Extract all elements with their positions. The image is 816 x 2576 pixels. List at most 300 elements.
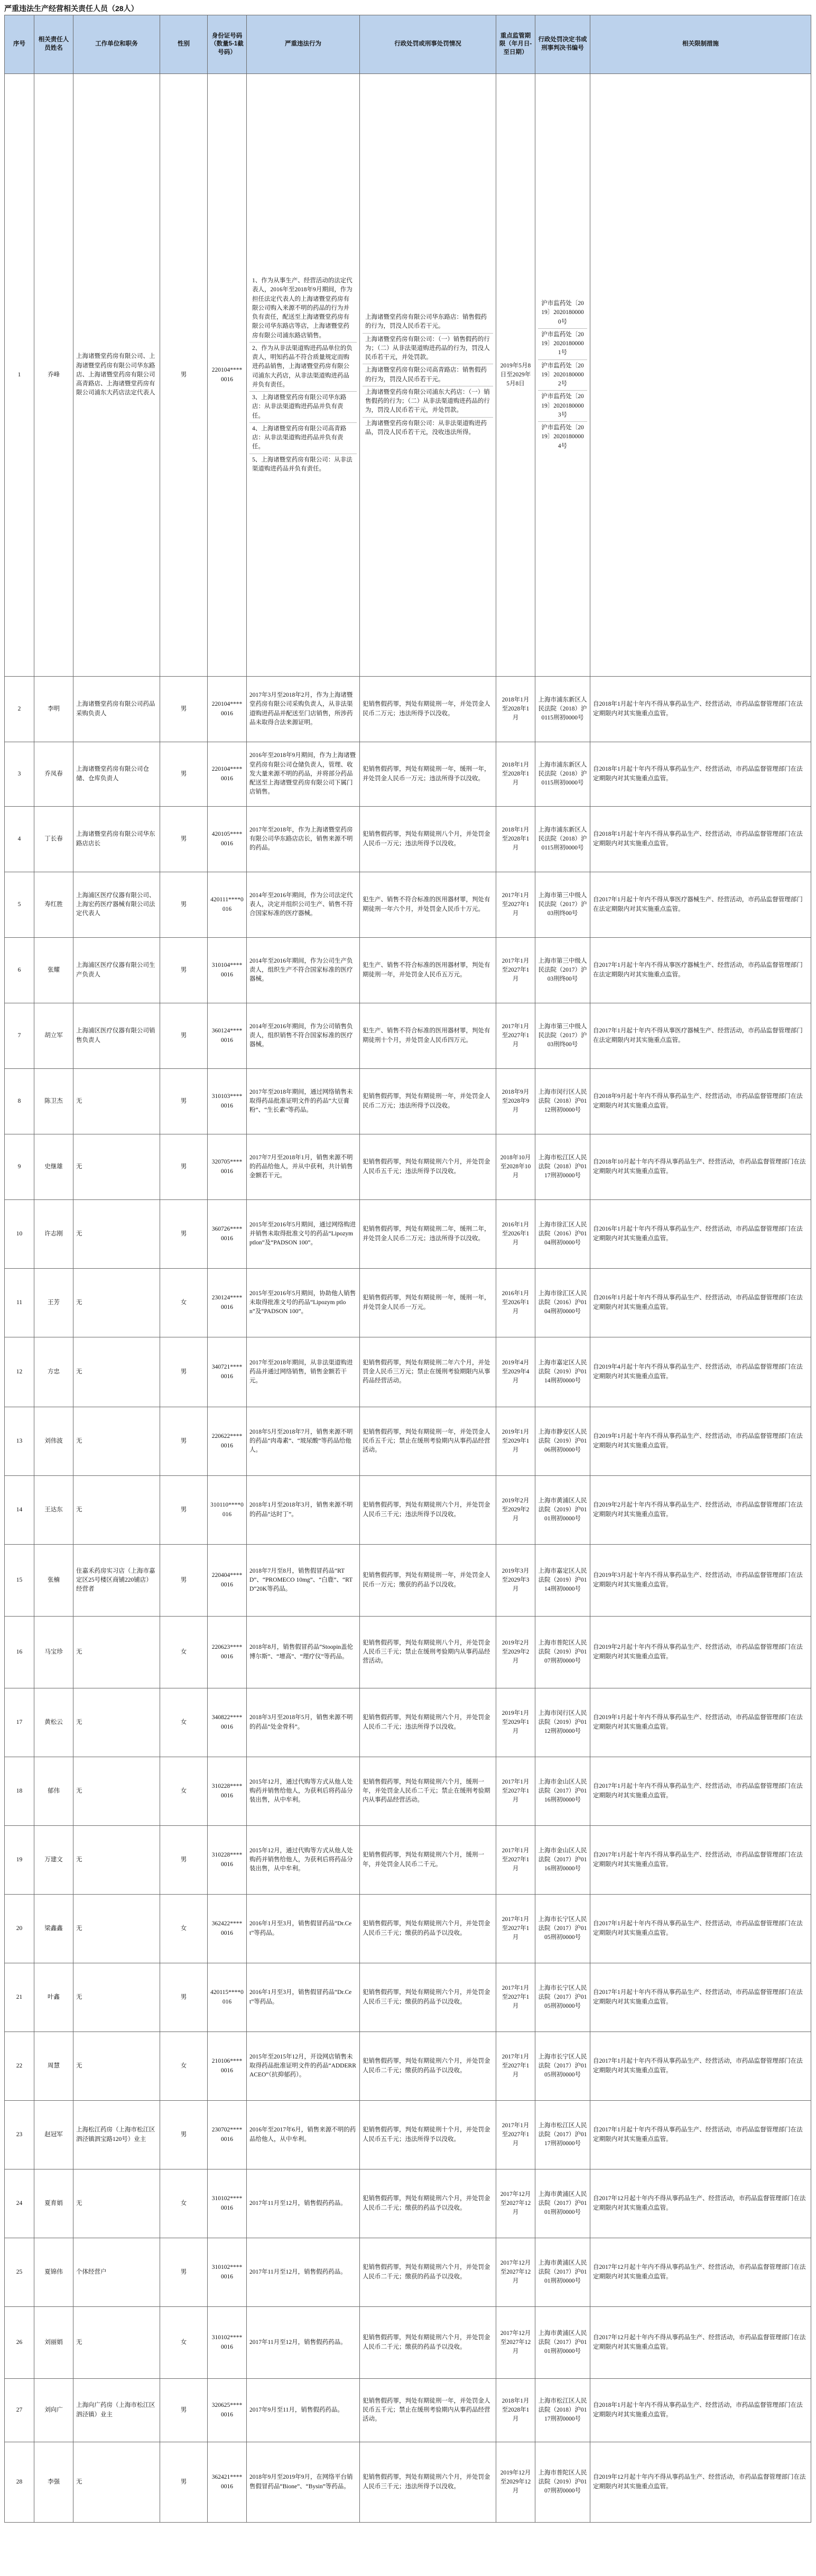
cell-measure: 自2018年9月起十年内不得从事药品生产、经营活动，市药品监督管理部门在法定期限内对其实施重点监管。 — [590, 1069, 811, 1134]
cell-period: 2019年2月至2029年2月 — [496, 1476, 535, 1545]
cell-measure: 自2017年1月起十年内不得从事医疗器械生产、经营活动，市药品监督管理部门在法定期限内对其实施重点监管。 — [590, 872, 811, 938]
cell-unit: 无 — [73, 1895, 160, 1963]
cell-violation: 2016年至2017年6月，销售来源不明的药品给他人，从中牟利。 — [247, 2101, 360, 2169]
cell-doc: 上海市第三中级人民法院（2017）沪03刑终00号 — [535, 1003, 590, 1069]
cell-violation: 2017年3月至2018年2月，作为上海诸暨堂药房有限公司采购负责人，从非法渠道购进药品并配送至门店销售，所涉药品未取得合法来源证明。 — [247, 677, 360, 742]
cell-measure: 自2019年4月起十年内不得从事药品生产、经营活动，市药品监督管理部门在法定期限内对其实施重点监管。 — [590, 1337, 811, 1407]
column-header: 性别 — [160, 15, 208, 74]
table-row — [5, 677, 811, 742]
cell-measure: 自2017年1月起十年内不得从事药品生产、经营活动，市药品监督管理部门在法定期限内对其实施重点监管。 — [590, 1757, 811, 1826]
cell-doc: 上海市闵行区人民法院（2018）沪0112刑初0000号 — [535, 1069, 590, 1134]
cell-penalty-entry: 上海诸暨堂药房有限公司华东路店：销售假药的行为，罚没人民币若干元。 — [365, 314, 487, 330]
cell-gender: 女 — [160, 2032, 208, 2101]
cell-gender: 男 — [160, 1069, 208, 1134]
cell-id: 230702****0016 — [208, 2101, 247, 2169]
cell-gender: 男 — [160, 872, 208, 938]
cell-penalty: 犯销售假药罪，判处有期徒刑六个月，并处罚金人民币二千元；缴获的药品予以没收。 — [360, 2169, 496, 2238]
cell-no: 22 — [5, 2032, 34, 2101]
cell-unit: 上海向广药房（上海市松江区泗泾镇）业主 — [73, 2379, 160, 2442]
cell-name: 刘伟波 — [34, 1407, 73, 1476]
table-row — [5, 1545, 811, 1617]
cell-penalty: 犯销售假药罪，判处有期徒刑六个月，缓刑一年，并处罚金人民币二千元；禁止在缓刑考验期内从事药品经营活动。 — [360, 1757, 496, 1826]
table-row — [5, 74, 811, 677]
cell-doc: 上海市长宁区人民法院（2017）沪0105刑初0000号 — [535, 1895, 590, 1963]
table-row — [5, 872, 811, 938]
cell-gender: 男 — [160, 2442, 208, 2523]
cell-violation: 2015年12月，通过代购等方式从他人处购药并销售给他人，为获利后将药品分装出售，从中牟利。 — [247, 1757, 360, 1826]
cell-penalty: 犯销售假药罪，判处有期徒刑二年，缓刑二年，并处罚金人民币二万元；违法所得予以没收。 — [360, 1200, 496, 1269]
cell-gender: 男 — [160, 1337, 208, 1407]
table-row — [5, 807, 811, 872]
table-row — [5, 1476, 811, 1545]
cell-id: 360124****0016 — [208, 1003, 247, 1069]
cell-name: 周慧 — [34, 2032, 73, 2101]
cell-no: 20 — [5, 1895, 34, 1963]
column-header: 重点监管期限（年月日-至日期） — [496, 15, 535, 74]
cell-violation-entry: 1、作为从事生产、经营活动的法定代表人，2016年至2018年9月期间，作为担任法定代表人的上海诸暨堂药房有限公司购入来源不明的药品的行为并负有责任，配送至上海诸暨堂药房有限公司华东路店等店，上海诸暨堂药房有限公司浦东路店销售。 — [252, 278, 353, 339]
cell-period: 2019年12月至2029年12月 — [496, 2442, 535, 2523]
cell-doc: 上海市浦东新区人民法院（2018）沪0115刑初0000号 — [535, 677, 590, 742]
cell-name: 寿红胜 — [34, 872, 73, 938]
cell-name: 赵冠军 — [34, 2101, 73, 2169]
cell-name: 方忠 — [34, 1337, 73, 1407]
cell-violation-entry: 2、作为从非法渠道购进药品单位的负责人，明知药品不符合质量规定而购进药品销售，上海诸暨堂药房有限公司浦东大药店，从非法渠道购进药品并负有责任。 — [249, 342, 357, 391]
cell-id: 310102****0016 — [208, 2307, 247, 2379]
cell-measure: 自2017年1月起十年内不得从事药品生产、经营活动，市药品监督管理部门在法定期限内对其实施重点监管。 — [590, 1963, 811, 2032]
cell-unit: 上海诸暨堂药房有限公司仓储、仓库负责人 — [73, 742, 160, 807]
cell-unit: 无 — [73, 1407, 160, 1476]
column-header: 行政处罚或刑事处罚情况 — [360, 15, 496, 74]
column-header: 相关责任人员姓名 — [34, 15, 73, 74]
cell-no: 25 — [5, 2238, 34, 2307]
cell-id: 340822****0016 — [208, 1688, 247, 1757]
cell-gender: 男 — [160, 1963, 208, 2032]
cell-no: 28 — [5, 2442, 34, 2523]
cell-measure: 自2017年12月起十年内不得从事药品生产、经营活动，市药品监督管理部门在法定期限内对其实施重点监管。 — [590, 2307, 811, 2379]
cell-unit: 无 — [73, 1476, 160, 1545]
cell-name: 梁鑫鑫 — [34, 1895, 73, 1963]
column-header: 身份证号码（数量5-1截号码） — [208, 15, 247, 74]
cell-gender: 女 — [160, 2307, 208, 2379]
cell-doc: 上海市长宁区人民法院（2017）沪0105刑初0000号 — [535, 2032, 590, 2101]
column-header: 行政处罚决定书或刑事判决书编号 — [535, 15, 590, 74]
table-row — [5, 1963, 811, 2032]
cell-unit: 无 — [73, 1337, 160, 1407]
cell-id: 310228****0016 — [208, 1757, 247, 1826]
cell-period: 2018年10月至2028年10月 — [496, 1134, 535, 1200]
cell-unit: 住嘉禾药房实习店（上海市嘉定区25号楼区商铺220铺店）经营者 — [73, 1545, 160, 1617]
cell-doc-entry: 沪市监药处〔2019〕20201800004号 — [538, 421, 587, 453]
cell-id: 340721****0016 — [208, 1337, 247, 1407]
cell-penalty: 犯销售假药罪，判处有期徒刑十个月，并处罚金人民币五千元；违法所得予以没收。 — [360, 2101, 496, 2169]
cell-id: 310228****0016 — [208, 1826, 247, 1895]
page-title: 严重违法生产经营相关责任人员（28人） — [4, 4, 138, 13]
cell-doc: 上海市浦东新区人民法院（2018）沪0115刑初0000号 — [535, 742, 590, 807]
cell-measure: 自2017年12月起十年内不得从事药品生产、经营活动，市药品监督管理部门在法定期限内对其实施重点监管。 — [590, 2169, 811, 2238]
table-row — [5, 1134, 811, 1200]
cell-period: 2017年1月至2027年1月 — [496, 1895, 535, 1963]
cell-doc: 上海市金山区人民法院（2017）沪0116刑初0000号 — [535, 1757, 590, 1826]
cell-id: 420105****0016 — [208, 807, 247, 872]
cell-penalty: 犯销售假药罪，判处有期徒刑六个月，并处罚金人民币二千元；缴获的药品予以没收。 — [360, 2032, 496, 2101]
cell-doc: 上海市静安区人民法院（2019）沪0106刑初0000号 — [535, 1407, 590, 1476]
cell-no: 27 — [5, 2379, 34, 2442]
cell-violation: 2017年至2018年期间，通过网络销售未取得药品批准证明文件的药品“大豆膏粉”、“生长素”等药品。 — [247, 1069, 360, 1134]
cell-violation: 2017年11月至12月，销售假药药品。 — [247, 2169, 360, 2238]
cell-id: 320705****0016 — [208, 1134, 247, 1200]
table-row — [5, 1617, 811, 1688]
cell-period: 2018年1月至2028年1月 — [496, 677, 535, 742]
table-row — [5, 1895, 811, 1963]
cell-name: 李明 — [34, 677, 73, 742]
table-row — [5, 2169, 811, 2238]
cell-gender: 女 — [160, 1757, 208, 1826]
cell-name: 黄松云 — [34, 1688, 73, 1757]
cell-violation: 2015年至2016年5月期间，协助他人销售未取得批准文号的药品“Lipozym ptlon”及“PADSON 100”。 — [247, 1269, 360, 1337]
cell-name: 郁伟 — [34, 1757, 73, 1826]
cell-penalty: 犯销售假药罪，判处有期徒刑六个月，并处罚金人民币三千元；缴获的药品予以没收。 — [360, 1963, 496, 2032]
cell-violation: 2014年至2016年期间，作为公司法定代表人，决定并组织公司生产、销售不符合国家标准的医疗器械。 — [247, 872, 360, 938]
cell-measure — [590, 74, 811, 677]
cell-unit: 无 — [73, 2169, 160, 2238]
cell-gender: 男 — [160, 1200, 208, 1269]
cell-doc: 上海市第三中级人民法院（2017）沪03刑终00号 — [535, 938, 590, 1003]
cell-measure: 自2017年12月起十年内不得从事药品生产、经营活动，市药品监督管理部门在法定期限内对其实施重点监管。 — [590, 2238, 811, 2307]
cell-no: 21 — [5, 1963, 34, 2032]
cell-no: 2 — [5, 677, 34, 742]
cell-name: 张楠 — [34, 1545, 73, 1617]
cell-violation: 2014年至2016年期间，作为公司生产负责人，组织生产不符合国家标准的医疗器械。 — [247, 938, 360, 1003]
cell-doc: 上海市嘉定区人民法院（2019）沪0114刑初0000号 — [535, 1337, 590, 1407]
cell-measure: 自2017年1月起十年内不得从事药品生产、经营活动，市药品监督管理部门在法定期限内对其实施重点监管。 — [590, 2101, 811, 2169]
cell-period: 2017年1月至2027年1月 — [496, 2032, 535, 2101]
cell-name: 胡立军 — [34, 1003, 73, 1069]
cell-penalty: 犯销售假药罪，判处有期徒刑一年，并处罚金人民币五千元；禁止在缓刑考验期内从事药品经营活动。 — [360, 2379, 496, 2442]
cell-period: 2019年3月至2029年3月 — [496, 1545, 535, 1617]
cell-id: 362422****0016 — [208, 1895, 247, 1963]
cell-violation: 2015年至2015年12月，开设网店销售未取得药品批准证明文件的药品“ADDERRACEO”（抗抑郁药）。 — [247, 2032, 360, 2101]
cell-violation-entry: 5、上海诸暨堂药房有限公司：从非法渠道购进药品并负有责任。 — [249, 454, 357, 476]
cell-unit: 上海诸暨堂药房有限公司华东路店店长 — [73, 807, 160, 872]
cell-measure: 自2019年3月起十年内不得从事药品生产、经营活动，市药品监督管理部门在法定期限内对其实施重点监管。 — [590, 1545, 811, 1617]
cell-gender: 女 — [160, 2169, 208, 2238]
cell-no: 16 — [5, 1617, 34, 1688]
cell-name: 李强 — [34, 2442, 73, 2523]
cell-gender: 男 — [160, 2101, 208, 2169]
cell-penalty: 犯生产、销售不符合标准的医用器材罪，判处有期徒刑十个月，并处罚金人民币四万元。 — [360, 1003, 496, 1069]
cell-penalty: 犯销售假药罪，判处有期徒刑六个月，并处罚金人民币二千元；违法所得予以没收。 — [360, 1688, 496, 1757]
cell-name: 史继雄 — [34, 1134, 73, 1200]
cell-period: 2019年1月至2029年1月 — [496, 1688, 535, 1757]
cell-no: 6 — [5, 938, 34, 1003]
cell-penalty: 犯销售假药罪，判处有期徒刑八个月，并处罚金人民币三千元；禁止在缓刑考验期内从事药品经营活动。 — [360, 1617, 496, 1688]
cell-name: 王芳 — [34, 1269, 73, 1337]
cell-penalty: 犯销售假药罪，判处有期徒刑六个月，并处罚金人民币二千元；缴获的药品予以没收。 — [360, 2307, 496, 2379]
cell-gender: 男 — [160, 1545, 208, 1617]
cell-unit: 上海松江药房（上海市松江区泗泾镇泗宝路120号）业主 — [73, 2101, 160, 2169]
cell-penalty: 犯销售假药罪，判处有期徒刑六个月，并处罚金人民币三千元；违法所得予以没收。 — [360, 1476, 496, 1545]
cell-violation: 2016年1月至3月，销售假冒药品“Dr.Cet”等药品。 — [247, 1895, 360, 1963]
cell-gender: 男 — [160, 1476, 208, 1545]
cell-doc-entry: 沪市监药处〔2019〕20201800000号 — [541, 300, 584, 325]
cell-violation-entry: 3、上海诸暨堂药房有限公司华东路店：从非法渠道购进药品并负有责任。 — [249, 391, 357, 422]
cell-unit: 无 — [73, 1963, 160, 2032]
cell-gender: 男 — [160, 1134, 208, 1200]
table-row — [5, 2238, 811, 2307]
cell-doc: 上海市黄浦区人民法院（2017）沪0101刑初0000号 — [535, 2307, 590, 2379]
cell-unit: 个体经营户 — [73, 2238, 160, 2307]
cell-doc: 上海市第三中级人民法院（2017）沪03刑终00号 — [535, 872, 590, 938]
cell-measure: 自2019年2月起十年内不得从事药品生产、经营活动，市药品监督管理部门在法定期限内对其实施重点监管。 — [590, 1617, 811, 1688]
cell-penalty: 犯生产、销售不符合标准的医用器材罪，判处有期徒刑一年六个月，并处罚金人民币十万元。 — [360, 872, 496, 938]
cell-doc-entry: 沪市监药处〔2019〕20201800003号 — [538, 390, 587, 421]
cell-penalty: 犯销售假药罪，判处有期徒刑二年六个月，并处罚金人民币三万元；禁止在缓刑考验期限内从事药品经营活动。 — [360, 1337, 496, 1407]
cell-doc: 上海市松江区人民法院（2017）沪0117刑初0000号 — [535, 2101, 590, 2169]
cell-gender: 女 — [160, 1269, 208, 1337]
cell-gender: 女 — [160, 1895, 208, 1963]
cell-unit: 无 — [73, 1826, 160, 1895]
cell-gender: 男 — [160, 1407, 208, 1476]
cell-doc: 上海市嘉定区人民法院（2019）沪0114刑初0000号 — [535, 1545, 590, 1617]
violators-table — [4, 15, 811, 2523]
cell-unit: 无 — [73, 1069, 160, 1134]
cell-period: 2016年1月至2026年1月 — [496, 1269, 535, 1337]
cell-id: 220622****0016 — [208, 1407, 247, 1476]
cell-violation: 2018年1月至2018年3月，销售来源不明的药品“达时丁”。 — [247, 1476, 360, 1545]
cell-penalty: 犯销售假药罪，判处有期徒刑六个月，并处罚金人民币二千元；缴获的药品予以没收。 — [360, 2238, 496, 2307]
cell-doc-entry: 沪市监药处〔2019〕20201800001号 — [538, 328, 587, 359]
cell-doc: 上海市松江区人民法院（2018）沪0117刑初0000号 — [535, 1134, 590, 1200]
cell-period: 2019年5月8日至2029年5月8日 — [496, 74, 535, 677]
cell-measure: 自2017年1月起十年内不得从事药品生产、经营活动，市药品监督管理部门在法定期限内对其实施重点监管。 — [590, 1895, 811, 1963]
cell-no: 14 — [5, 1476, 34, 1545]
cell-violation: 2015年12月，通过代购等方式从他人处购药并销售给他人，为获利后将药品分装出售，从中牟利。 — [247, 1826, 360, 1895]
cell-gender: 男 — [160, 74, 208, 677]
cell-gender: 男 — [160, 2379, 208, 2442]
cell-penalty: 犯生产、销售不符合标准的医用器材罪，判处有期徒刑一年，并处罚金人民币五万元。 — [360, 938, 496, 1003]
cell-period: 2017年12月至2027年12月 — [496, 2307, 535, 2379]
table-row — [5, 1069, 811, 1134]
cell-violation: 2017年11月至12月，销售假药药品。 — [247, 2238, 360, 2307]
cell-name: 乔凤春 — [34, 742, 73, 807]
cell-id: 310110****0016 — [208, 1476, 247, 1545]
cell-id: 220104****0016 — [208, 742, 247, 807]
cell-gender: 男 — [160, 742, 208, 807]
cell-no: 15 — [5, 1545, 34, 1617]
cell-measure: 自2018年1月起十年内不得从事药品生产、经营活动，市药品监督管理部门在法定期限内对其实施重点监管。 — [590, 2379, 811, 2442]
cell-measure: 自2018年1月起十年内不得从事药品生产、经营活动，市药品监督管理部门在法定期限内对其实施重点监管。 — [590, 677, 811, 742]
cell-no: 13 — [5, 1407, 34, 1476]
cell-unit: 上海浦区医疗仪器有限公司销售负责人 — [73, 1003, 160, 1069]
table-row — [5, 2307, 811, 2379]
cell-no: 26 — [5, 2307, 34, 2379]
cell-id: 360726****0016 — [208, 1200, 247, 1269]
cell-period: 2018年1月至2028年1月 — [496, 807, 535, 872]
cell-doc: 上海市普陀区人民法院（2019）沪0107刑初0000号 — [535, 1617, 590, 1688]
cell-unit: 上海诸暨堂药房有限公司、上海诸暨堂药房有限公司华东路店、上海诸暨堂药房有限公司高青路店、上海诸暨堂药房有限公司浦东大药店法定代表人 — [73, 74, 160, 677]
cell-id: 220623****0016 — [208, 1617, 247, 1688]
cell-no: 17 — [5, 1688, 34, 1757]
cell-id: 320625****0016 — [208, 2379, 247, 2442]
cell-period: 2017年1月至2027年1月 — [496, 938, 535, 1003]
cell-id: 310103****0016 — [208, 1069, 247, 1134]
cell-no: 12 — [5, 1337, 34, 1407]
table-row — [5, 2101, 811, 2169]
cell-violation: 2017年11月至12月，销售假药药品。 — [247, 2307, 360, 2379]
cell-unit: 无 — [73, 1617, 160, 1688]
cell-id: 310102****0016 — [208, 2238, 247, 2307]
table-row — [5, 742, 811, 807]
cell-no: 10 — [5, 1200, 34, 1269]
cell-violation-entry: 4、上海诸暨堂药房有限公司高青路店：从非法渠道购进药品并负有责任。 — [249, 422, 357, 454]
cell-measure: 自2019年1月起十年内不得从事药品生产、经营活动，市药品监督管理部门在法定期限内对其实施重点监管。 — [590, 1688, 811, 1757]
cell-period: 2017年1月至2027年1月 — [496, 1757, 535, 1826]
cell-docs — [535, 74, 590, 677]
cell-period: 2019年2月至2029年2月 — [496, 1617, 535, 1688]
cell-period: 2017年1月至2027年1月 — [496, 872, 535, 938]
cell-measure: 自2017年1月起十年内不得从事医疗器械生产、经营活动，市药品监督管理部门在法定期限内对其实施重点监管。 — [590, 1003, 811, 1069]
cell-period: 2017年1月至2027年1月 — [496, 1963, 535, 2032]
cell-no: 4 — [5, 807, 34, 872]
cell-violation: 2014年至2016年期间，作为公司销售负责人，组织销售不符合国家标准的医疗器械。 — [247, 1003, 360, 1069]
cell-measure: 自2018年1月起十年内不得从事药品生产、经营活动，市药品监督管理部门在法定期限内对其实施重点监管。 — [590, 742, 811, 807]
cell-violation: 2016年至2018年9月期间，作为上海诸暨堂药房有限公司仓储负责人，管理、收发大量来源不明的药品，并将部分药品配送至上海诸暨堂药房有限公司下属门店销售。 — [247, 742, 360, 807]
cell-penalty: 犯销售假药罪，判处有期徒刑一年，并处罚金人民币一万元；缴获的药品予以没收。 — [360, 1545, 496, 1617]
cell-name: 王达东 — [34, 1476, 73, 1545]
cell-violation: 2017年至2018年，作为上海诸暨堂药房有限公司华东路店店长，销售来源不明的药品。 — [247, 807, 360, 872]
cell-id: 310102****0016 — [208, 2169, 247, 2238]
table-row — [5, 1200, 811, 1269]
cell-period: 2018年1月至2028年1月 — [496, 742, 535, 807]
table-row — [5, 1269, 811, 1337]
cell-violation: 2016年1月至3月，销售假冒药品“Dr.Cet”等药品。 — [247, 1963, 360, 2032]
cell-measure: 自2016年1月起十年内不得从事药品生产、经营活动，市药品监督管理部门在法定期限内对其实施重点监管。 — [590, 1200, 811, 1269]
cell-period: 2017年1月至2027年1月 — [496, 2101, 535, 2169]
cell-id: 420115****0016 — [208, 1963, 247, 2032]
cell-gender: 男 — [160, 807, 208, 872]
cell-no: 24 — [5, 2169, 34, 2238]
cell-doc-entry: 沪市监药处〔2019〕20201800002号 — [538, 359, 587, 391]
table-row — [5, 2379, 811, 2442]
cell-doc: 上海市黄浦区人民法院（2019）沪0101刑初0000号 — [535, 1476, 590, 1545]
cell-measure: 自2016年1月起十年内不得从事药品生产、经营活动，市药品监督管理部门在法定期限内对其实施重点监管。 — [590, 1269, 811, 1337]
cell-name: 刘向广 — [34, 2379, 73, 2442]
cell-no: 19 — [5, 1826, 34, 1895]
cell-doc: 上海市闵行区人民法院（2019）沪0112刑初0000号 — [535, 1688, 590, 1757]
cell-violation: 2015年至2016年5月期间，通过网络购进并销售未取得批准文号的药品“Lipozym ptlon”及“PADSON 100”。 — [247, 1200, 360, 1269]
cell-gender: 男 — [160, 938, 208, 1003]
cell-unit: 无 — [73, 1269, 160, 1337]
cell-name: 陈卫杰 — [34, 1069, 73, 1134]
cell-unit: 无 — [73, 1134, 160, 1200]
cell-gender: 男 — [160, 677, 208, 742]
cell-doc: 上海市黄浦区人民法院（2017）沪0101刑初0000号 — [535, 2238, 590, 2307]
cell-no: 5 — [5, 872, 34, 938]
table-header-row — [5, 15, 811, 74]
table-row — [5, 2032, 811, 2101]
column-header: 序号 — [5, 15, 34, 74]
cell-penalty: 犯销售假药罪，判处有期徒刑八个月，并处罚金人民币一万元；违法所得予以没收。 — [360, 807, 496, 872]
cell-measure: 自2018年1月起十年内不得从事药品生产、经营活动，市药品监督管理部门在法定期限内对其实施重点监管。 — [590, 807, 811, 872]
cell-measure: 自2019年12月起十年内不得从事药品生产、经营活动，市药品监督管理部门在法定期限内对其实施重点监管。 — [590, 2442, 811, 2523]
cell-name: 张耀 — [34, 938, 73, 1003]
cell-id: 420111****0016 — [208, 872, 247, 938]
cell-id: 310104****0016 — [208, 938, 247, 1003]
table-row — [5, 938, 811, 1003]
cell-violations — [247, 74, 360, 677]
cell-penalty: 犯销售假药罪，判处有期徒刑六个月，并处罚金人民币五千元；违法所得予以没收。 — [360, 1134, 496, 1200]
cell-violation: 2018年5月至2018年7月，销售来源不明的药品“肉毒素”、“玻尿酸”等药品给他人。 — [247, 1407, 360, 1476]
cell-measure: 自2019年1月起十年内不得从事药品生产、经营活动，市药品监督管理部门在法定期限内对其实施重点监管。 — [590, 1407, 811, 1476]
cell-measure: 自2018年10月起十年内不得从事药品生产、经营活动，市药品监督管理部门在法定期限内对其实施重点监管。 — [590, 1134, 811, 1200]
cell-violation: 2017年9月至11月，销售假药药品。 — [247, 2379, 360, 2442]
cell-gender: 女 — [160, 1617, 208, 1688]
column-header: 严重违法行为 — [247, 15, 360, 74]
cell-unit: 上海浦区医疗仪器有限公司生产负责人 — [73, 938, 160, 1003]
cell-unit: 无 — [73, 1757, 160, 1826]
cell-period: 2019年4月至2029年4月 — [496, 1337, 535, 1407]
cell-penalty: 犯销售假药罪，判处有期徒刑一年，缓刑一年，并处罚金人民币一万元；违法所得予以没收。 — [360, 742, 496, 807]
table-row — [5, 1688, 811, 1757]
cell-penalty: 犯销售假药罪，判处有期徒刑六个月，缓刑一年，并处罚金人民币二千元。 — [360, 1826, 496, 1895]
cell-no: 8 — [5, 1069, 34, 1134]
cell-measure: 自2019年2月起十年内不得从事药品生产、经营活动，市药品监督管理部门在法定期限内对其实施重点监管。 — [590, 1476, 811, 1545]
cell-period: 2018年9月至2028年9月 — [496, 1069, 535, 1134]
cell-no: 23 — [5, 2101, 34, 2169]
cell-period: 2017年12月至2027年12月 — [496, 2169, 535, 2238]
cell-unit: 无 — [73, 1688, 160, 1757]
table-row — [5, 1757, 811, 1826]
cell-id: 210106****0016 — [208, 2032, 247, 2101]
cell-unit: 无 — [73, 1200, 160, 1269]
cell-unit: 无 — [73, 2307, 160, 2379]
table-row — [5, 2442, 811, 2523]
cell-unit: 无 — [73, 2032, 160, 2101]
table-row — [5, 1826, 811, 1895]
cell-violation: 2017年至2018年期间，从非法渠道购进药品并通过网络销售，销售金额若干元。 — [247, 1337, 360, 1407]
cell-doc: 上海市普陀区人民法院（2019）沪0107刑初0000号 — [535, 2442, 590, 2523]
cell-penalty: 犯销售假药罪，判处有期徒刑一年，并处罚金人民币二万元；违法所得予以没收。 — [360, 1069, 496, 1134]
cell-violation: 2017年7月至2018年1月，销售来源不明的药品给他人，并从中获利，共计销售金额若干元。 — [247, 1134, 360, 1200]
cell-violation: 2018年8月，销售假冒药品“Stoopin盖伦博尔斯”、“增高”、“理疗仪”等药品。 — [247, 1617, 360, 1688]
cell-period: 2017年1月至2027年1月 — [496, 1003, 535, 1069]
cell-unit: 上海浦区医疗仪器有限公司、上海宏药医疗器械有限公司法定代表人 — [73, 872, 160, 938]
cell-unit: 无 — [73, 2442, 160, 2523]
cell-doc: 上海市松江区人民法院（2018）沪0117刑初0000号 — [535, 2379, 590, 2442]
cell-penalty: 犯销售假药罪，判处有期徒刑一年，并处罚金人民币五千元；禁止在缓刑考验期内从事药品经营活动。 — [360, 1407, 496, 1476]
cell-name: 乔峰 — [34, 74, 73, 677]
cell-id: 220404****0016 — [208, 1545, 247, 1617]
cell-penalty-entry: 上海诸暨堂药房有限公司：从非法渠道购进药品，罚没人民币若干元，没收违法所得。 — [363, 417, 493, 439]
cell-penalty: 犯销售假药罪，判处有期徒刑六个月，并处罚金人民币三千元；缴获的药品予以没收。 — [360, 1895, 496, 1963]
cell-penalty: 犯销售假药罪，判处有期徒刑一年，缓刑一年，并处罚金人民币一万元。 — [360, 1269, 496, 1337]
cell-gender: 男 — [160, 2238, 208, 2307]
cell-id: 362421****0016 — [208, 2442, 247, 2523]
cell-measure: 自2017年1月起十年内不得从事药品生产、经营活动，市药品监督管理部门在法定期限内对其实施重点监管。 — [590, 2032, 811, 2101]
cell-doc: 上海市黄浦区人民法院（2017）沪0101刑初0000号 — [535, 2169, 590, 2238]
cell-period: 2019年1月至2029年1月 — [496, 1407, 535, 1476]
cell-no: 18 — [5, 1757, 34, 1826]
cell-doc: 上海市徐汇区人民法院（2016）沪0104刑初0000号 — [535, 1200, 590, 1269]
cell-penalty-entry: 上海诸暨堂药房有限公司：（一）销售假药的行为；（二）从非法渠道购进药品的行为，罚没人民币若干元，并处罚款。 — [363, 333, 493, 364]
cell-period: 2017年12月至2027年12月 — [496, 2238, 535, 2307]
cell-name: 夏育娟 — [34, 2169, 73, 2238]
cell-penaltys — [360, 74, 496, 677]
cell-penalty-entry: 上海诸暨堂药房有限公司浦东大药店：（一）销售假药的行为；（二）从非法渠道购进药品的行为，罚没人民币若干元，并处罚款。 — [363, 386, 493, 417]
cell-penalty-entry: 上海诸暨堂药房有限公司高青路店：销售假药的行为，罚没人民币若干元。 — [363, 364, 493, 386]
cell-id: 220104****0016 — [208, 677, 247, 742]
cell-doc: 上海市长宁区人民法院（2017）沪0105刑初0000号 — [535, 1963, 590, 2032]
